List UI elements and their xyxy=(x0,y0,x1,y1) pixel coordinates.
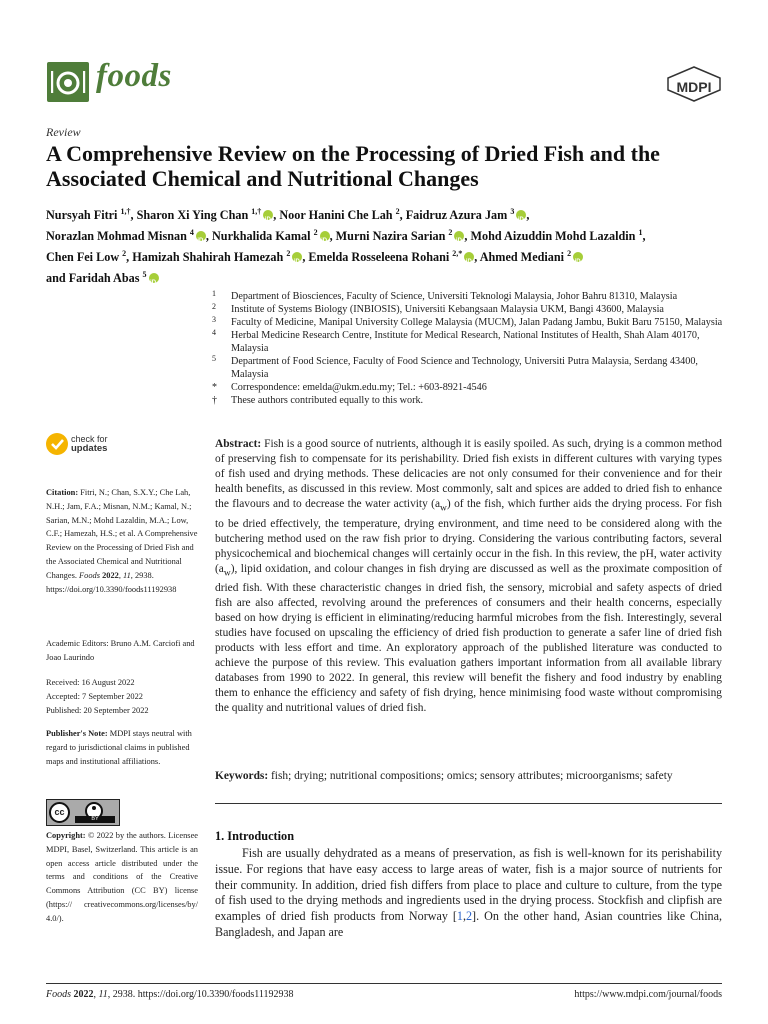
author-affiliation-marker: 4 xyxy=(189,228,194,238)
affiliation-item xyxy=(212,394,732,407)
affiliation-text: Institute of Systems Biology (INBIOSIS), Universiti Kebangsaan Malaysia UKM, Bangi 43600, Malaysia xyxy=(231,304,664,315)
author-list xyxy=(46,203,736,287)
author-separator: , xyxy=(130,208,137,223)
article-title: A Comprehensive Review on the Processing of Dried Fish and the Associated Chemical and Nutritional Changes xyxy=(46,141,660,191)
publisher-name: MDPI xyxy=(676,79,712,95)
author-name: Emelda Rosseleena Rohani xyxy=(308,250,450,265)
affiliation-text: These authors contributed equally to this work. xyxy=(231,395,424,406)
footer-doi[interactable]: , 2938. https://doi.org/10.3390/foods11192938 xyxy=(107,989,294,1000)
author-affiliation-marker: 2,* xyxy=(452,249,463,259)
citation-doi[interactable]: , 2938. https://doi.org/10.3390/foods11192938 xyxy=(46,570,177,594)
affiliation-text: Faculty of Medicine, Manipal University College Malaysia (MUCM), Jalan Padang Jambu, Bukit Baru 75150, Malaysia xyxy=(231,317,723,328)
author-name: Ahmed Mediani xyxy=(479,250,565,265)
keywords xyxy=(215,769,722,784)
affiliation-marker: 5 xyxy=(212,354,216,363)
affiliation-marker: 3 xyxy=(212,315,216,324)
affiliation-text: Herbal Medicine Research Centre, Institute for Medical Research, National Institutes of Health, Shah Alam 40170, Malaysia xyxy=(231,330,700,354)
author-affiliation-marker: 1 xyxy=(638,228,643,238)
publisher-note-text: MDPI stays neutral with regard to jurisdictional claims in published maps and institutional affiliations. xyxy=(46,729,192,766)
author-affiliation-marker: 2 xyxy=(286,249,291,259)
footer-citation: Foods 2022, 11, 2938. https://doi.org/10.3390/foods11192938 xyxy=(46,989,294,1000)
academic-editors: Academic Editors: Bruno A.M. Carciofi and Joao Laurindo xyxy=(46,639,195,662)
citation-link-1[interactable]: 1 xyxy=(456,909,463,924)
orcid-icon[interactable] xyxy=(516,210,526,220)
received-date: Received: 16 August 2022 xyxy=(46,678,135,687)
author-separator: , xyxy=(126,250,133,265)
orcid-icon[interactable] xyxy=(263,210,273,220)
author-name: Noor Hanini Che Lah xyxy=(279,208,393,223)
author-affiliation-marker: 1,† xyxy=(251,207,262,216)
footer-journal: Foods xyxy=(46,989,71,1000)
author-affiliation-marker: 2 xyxy=(395,207,400,216)
affiliation-item xyxy=(212,316,732,329)
affiliation-marker: 1 xyxy=(212,289,216,298)
author-separator: , xyxy=(464,229,471,244)
footer-volume: 11 xyxy=(98,989,108,1000)
keywords-label: Keywords: xyxy=(215,770,269,782)
author-separator: , xyxy=(526,208,530,223)
orcid-icon[interactable] xyxy=(149,273,159,283)
accepted-date: Accepted: 7 September 2022 xyxy=(46,691,143,701)
copyright-label: Copyright: xyxy=(46,831,86,840)
author-separator: , xyxy=(642,229,646,244)
orcid-icon[interactable] xyxy=(196,231,206,241)
author-separator: , xyxy=(273,208,280,223)
author-name: Hamizah Shahirah Hamezah xyxy=(132,250,284,265)
orcid-icon[interactable] xyxy=(464,252,474,262)
footer-year: 2022 xyxy=(73,989,94,1000)
abstract-label: Abstract: xyxy=(215,438,262,450)
section-heading-introduction: 1. Introduction xyxy=(215,829,295,843)
affiliation-marker: * xyxy=(212,382,217,393)
citation-block: Citation: Fitri, N.; Chan, S.X.Y.; Che Lah, N.H.; Jam, F.A.; Misnan, N.M.; Kamal, N.; Sarian, M.N.; Mohd Lazaldin, M.A.; Low, C.F.; Hamezah, H.S.; et al. A Comprehensive Review on the Processing of Dried Fish and the Associated Chemical and Nutritional Changes. Foods 2022, 11, 2938. https://doi.org/10.3390/foods11192938 xyxy=(46,488,198,594)
author-affiliation-marker: 2 xyxy=(448,228,453,238)
affiliation-marker: 4 xyxy=(212,328,216,337)
citation-year: 2022 xyxy=(102,570,119,580)
abstract-sub-2: w xyxy=(223,567,231,578)
journal-logo-icon xyxy=(47,62,89,102)
citation-label: Citation: xyxy=(46,488,79,497)
citation-volume: 11 xyxy=(123,570,131,580)
cc-by-license-badge[interactable] xyxy=(46,799,120,826)
citation-text: Fitri, N.; Chan, S.X.Y.; Che Lah, N.H.; Jam, F.A.; Misnan, N.M.; Kamal, N.; Sarian, M.N.; Mohd Lazaldin, M.A.; Low, C.F.; Hamezah, H.S.; et al. A Comprehensive Review on the Processing of Dried Fish and the Associated Chemical and Nutritional Changes. xyxy=(46,488,198,580)
author-separator: , xyxy=(205,229,212,244)
affiliation-list xyxy=(212,290,732,407)
dates-block xyxy=(46,676,198,717)
by-label: BY xyxy=(75,816,115,823)
author-name: Mohd Aizuddin Mohd Lazaldin xyxy=(470,229,636,244)
citation-separator: , xyxy=(462,909,466,924)
author-affiliation-marker: 2 xyxy=(313,228,318,238)
author-name: Faidruz Azura Jam xyxy=(405,208,508,223)
author-affiliation-marker: 5 xyxy=(142,270,147,280)
affiliation-text[interactable]: Correspondence: emelda@ukm.edu.my; Tel.: +603-8921-4546 xyxy=(231,382,487,393)
author-name: Nursyah Fitri xyxy=(46,208,118,223)
publisher-note-label: Publisher's Note: xyxy=(46,729,108,738)
keywords-text: fish; drying; nutritional compositions; omics; sensory attributes; microorganisms; safety xyxy=(271,770,673,782)
section-divider xyxy=(215,803,722,804)
author-separator: , xyxy=(474,250,480,265)
copyright-block xyxy=(46,829,198,926)
check-updates-line2: updates xyxy=(71,443,108,454)
citation-link-2[interactable]: 2 xyxy=(466,909,473,924)
affiliation-item xyxy=(212,329,732,355)
intro-text-continued: ]. On the other hand, Asian countries like China, Bangladesh, and Japan are xyxy=(215,909,722,939)
affiliation-item xyxy=(212,290,732,303)
cc-icon: cc xyxy=(49,802,70,823)
abstract-sub-1: w xyxy=(440,503,447,514)
author-separator: , xyxy=(329,229,336,244)
author-name: Nurkhalida Kamal xyxy=(211,229,311,244)
author-affiliation-marker: 1,† xyxy=(120,207,131,216)
check-updates-icon xyxy=(46,433,68,455)
author-name: Murni Nazira Sarian xyxy=(335,229,446,244)
abstract-text-3: ), lipid oxidation, and colour changes in fish drying are discussed as well as the proximate composition of dried fish. With these characteristic changes in dried fish, the sensory, microbial and safety aspects of dried fish are also affected, revolving around the preferences of consumers and their health concerns, especially based on how drying is efficient in eliminating/reducing harmful microbes from the fish. Interestingly, several studies have focused on upscaling the efficiency of dried fish production to generate a safer line of dried fish products with less effort and time. An exploratory approach of the published literature was conducted to achieve the purpose of this review. This evaluation gathers important information from all available library databases from 1990 to 2022. In general, this review will benefit the fishery and food industry by enabling them to enhance the efficiency and safety of fish drying, hence minimising food waste without compromising the quality and nutritional values of dried fish. xyxy=(215,562,722,715)
orcid-icon[interactable] xyxy=(573,252,583,262)
published-date: Published: 20 September 2022 xyxy=(46,705,149,715)
author-affiliation-marker: 3 xyxy=(510,207,515,216)
author-affiliation-marker: 2 xyxy=(567,249,572,259)
author-separator: , xyxy=(399,208,406,223)
author-name: Sharon Xi Ying Chan xyxy=(136,208,249,223)
author-name: Norazlan Mohmad Misnan xyxy=(46,229,187,244)
publisher-note xyxy=(46,727,198,768)
orcid-icon[interactable] xyxy=(454,231,464,241)
orcid-icon[interactable] xyxy=(292,252,302,262)
author-name: Faridah Abas xyxy=(68,271,140,286)
affiliation-marker: † xyxy=(212,395,217,406)
abstract-text-2: ) of the fish, which further aids the drying process. For fish to be dried effectively, the temperature, drying environment, and time need to be considered along with the butchering method used on the raw fish prior to drying. Considering the various contributing factors, several physicochemical and biochemical changes will certainly occur in the fish. In this review, the pH, water activity (a xyxy=(215,498,722,575)
author-separator: , xyxy=(302,250,309,265)
intro-text: Fish are usually dehydrated as a means of preservation, as fish is well-known for its perishability issue. For regions that have easy access to large areas of water, fish is a major source of nutrients for their community. In addition, dried fish differs from place to place and culture to culture, from the type of fish used to the drying methods and ingredients used in the drying process. Stockfish and clipfish are examples of dried fish products from Norway [ xyxy=(215,846,722,924)
affiliation-item xyxy=(212,303,732,316)
article-type: Review xyxy=(46,125,81,139)
orcid-icon[interactable] xyxy=(320,231,330,241)
citation-journal: Foods xyxy=(79,570,100,580)
abstract-text-1: Fish is a good source of nutrients, although it is easily spoiled. As such, drying is a common method of preserving fish to compensate for its perishability. Dried fish exists in different cultures with varying types of fish used and drying methods. These delicacies are not only consumed for their convenience and for their health benefits, as discussed in this review. Most commonly, salt and spices are added to dried fish to enhance the flavours and to decrease the water activity (a xyxy=(215,438,722,511)
author-prefix: and xyxy=(46,271,69,286)
affiliation-item xyxy=(212,381,732,394)
publisher-logo xyxy=(666,66,722,102)
footer-journal-url[interactable]: https://www.mdpi.com/journal/foods xyxy=(574,989,722,1000)
affiliation-item xyxy=(212,355,732,381)
journal-name: foods xyxy=(96,58,172,94)
check-updates-line1: check for xyxy=(71,434,108,444)
author-affiliation-marker: 2 xyxy=(122,249,127,259)
affiliation-text: Department of Biosciences, Faculty of Science, Universiti Teknologi Malaysia, Johor Bahru 81310, Malaysia xyxy=(231,291,678,302)
footer-divider xyxy=(46,983,722,984)
affiliation-text: Department of Food Science, Faculty of Food Science and Technology, Universiti Putra Malaysia, Serdang 43400, Malaysia xyxy=(231,356,698,380)
affiliation-marker: 2 xyxy=(212,302,216,311)
abstract xyxy=(215,437,722,716)
introduction-paragraph xyxy=(215,846,722,941)
author-name: Chen Fei Low xyxy=(46,250,120,265)
check-for-updates-button[interactable] xyxy=(46,433,166,463)
copyright-text: © 2022 by the authors. Licensee MDPI, Basel, Switzerland. This article is an open access article distributed under the terms and conditions of the Creative Commons Attribution (CC BY) license (https:// creativecommons.org/licenses/by/ 4.0/). xyxy=(46,831,198,923)
